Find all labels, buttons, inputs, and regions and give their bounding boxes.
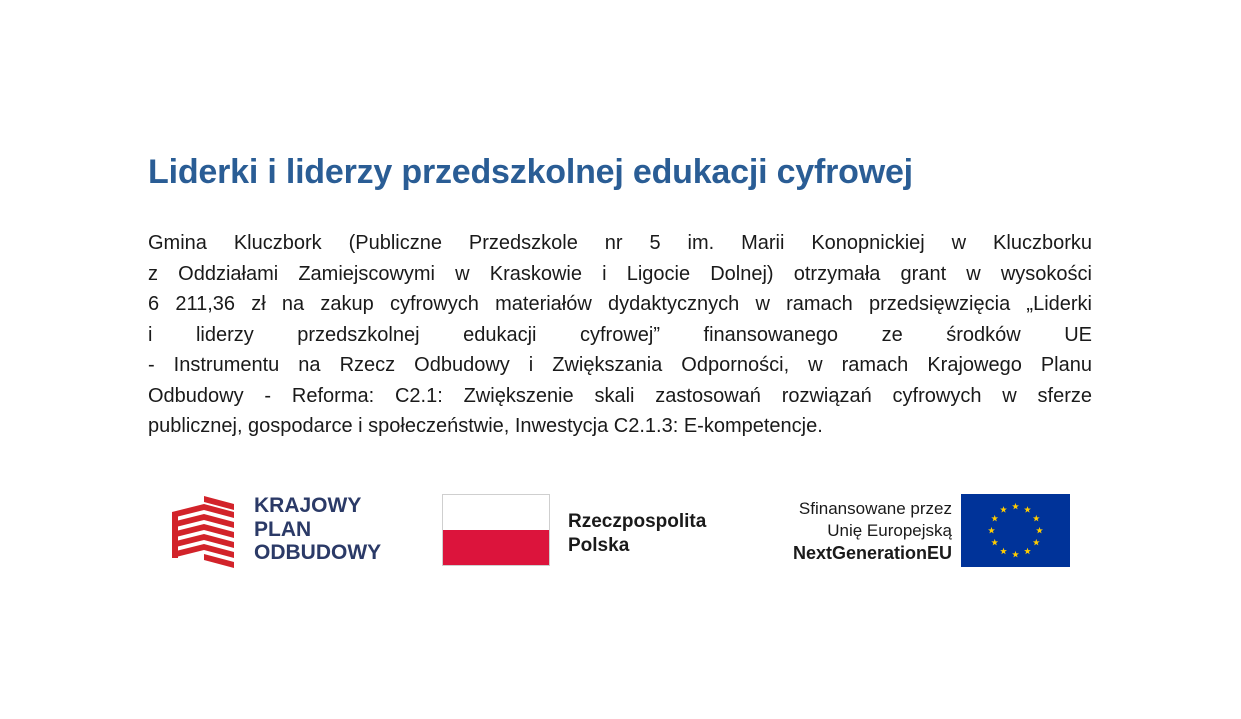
polish-flag-icon — [442, 494, 550, 566]
kpo-line: KRAJOWY — [254, 494, 362, 517]
kpo-line: PLAN — [254, 517, 312, 541]
description-line: publicznej, gospodarce i społeczeństwie, Inwestycja C2.1.3: E-kompetencje. — [148, 415, 823, 437]
description-line: z Oddziałami Zamiejscowymi w Kraskowie i Ligocie Dolnej) otrzymała grant w wysokości — [148, 262, 1092, 285]
eu-line: Unię Europejską — [827, 521, 952, 540]
eu-funding-logo — [760, 494, 1080, 570]
description-line: Odbudowy - Reforma: C2.1: Zwiększenie skali zastosowań rozwiązań cyfrowych w sferze — [148, 384, 1092, 407]
grant-description — [148, 228, 1092, 442]
description-line: Gmina Kluczbork (Publiczne Przedszkole nr 5 im. Marii Konopnickiej w Kluczborku — [148, 232, 1092, 254]
kpo-stripes-icon — [170, 494, 240, 570]
description-line: 6 211,36 zł na zakup cyfrowych materiałów dydaktycznych w ramach przedsięwzięcia „Liderki — [148, 293, 1092, 315]
eu-line: Sfinansowane przez — [798, 499, 952, 518]
eu-wordmark — [793, 498, 952, 564]
rp-line: Polska — [568, 535, 630, 556]
rp-wordmark — [568, 510, 706, 558]
rp-line: Rzeczpospolita — [568, 511, 707, 532]
kpo-wordmark — [254, 494, 381, 565]
description-line: - Instrumentu na Rzecz Odbudowy i Zwiększania Odporności, w ramach Krajowego Planu — [148, 354, 1092, 376]
eu-line: NextGenerationEU — [792, 543, 952, 563]
description-line: i liderzy przedszkolnej edukacji cyfrowej” finansowanego ze środków UE — [148, 323, 1092, 346]
page-title: Liderki i liderzy przedszkolnej edukacji cyfrowej — [148, 153, 913, 191]
eu-flag-icon — [961, 494, 1070, 567]
funding-logos-bar — [0, 490, 1241, 572]
kpo-logo — [170, 494, 410, 570]
rzeczpospolita-polska-logo — [442, 494, 742, 570]
kpo-line: ODBUDOWY — [254, 541, 382, 564]
